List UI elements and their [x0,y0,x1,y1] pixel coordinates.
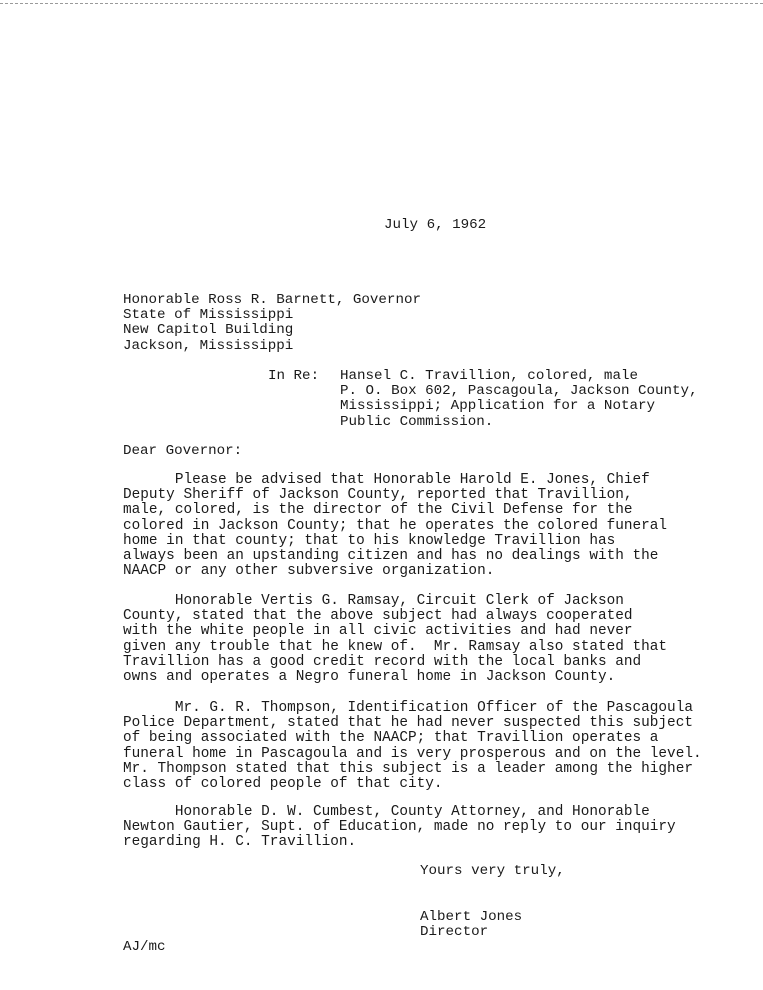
paragraph-line: given any trouble that he knew of. Mr. Ramsay also stated that [123,638,668,655]
in-re-label: In Re: [268,368,320,384]
in-re-line: P. O. Box 602, Pascagoula, Jackson County, [340,383,698,400]
recipient-address [123,293,421,354]
closing-text: Yours very truly, [420,863,565,879]
paragraph-line: Mr. Thompson stated that this subject is a leader among the higher [123,760,693,777]
address-line: New Capitol Building [123,322,294,339]
body-paragraph-1 [123,473,667,579]
address-line: Jackson, Mississippi [123,337,294,354]
address-line: State of Mississippi [123,307,294,324]
letter-date: July 6, 1962 [384,217,487,233]
paragraph-line: Newton Gautier, Supt. of Education, made no reply to our inquiry [123,819,676,836]
paragraph-line: regarding H. C. Travillion. [123,834,357,851]
in-re-subject [340,369,698,430]
paragraph-line: always been an upstanding citizen and has no dealings with the [123,548,659,565]
complimentary-close [420,864,565,879]
paragraph-line: male, colored, is the director of the Civil Defense for the [123,502,633,519]
body-paragraph-2 [123,594,667,685]
paragraph-line: Honorable Vertis G. Ramsay, Circuit Clerk of Jackson [123,593,624,609]
paragraph-line: Please be advised that Honorable Harold E. Jones, Chief [123,472,650,488]
paragraph-line: class of colored people of that city. [123,776,443,793]
paragraph-line: NAACP or any other subversive organization. [123,563,495,580]
top-scan-edge [0,3,763,4]
paragraph-line: owns and operates a Negro funeral home in Jackson County. [123,669,616,686]
body-paragraph-4 [123,805,676,851]
salutation: Dear Governor: [123,443,243,459]
address-line: Honorable Ross R. Barnett, Governor [123,292,421,308]
signer-title: Director [420,924,489,941]
paragraph-line: County, stated that the above subject had always cooperated [123,608,633,625]
reference-initials: AJ/mc [123,939,166,955]
paragraph-line: of being associated with the NAACP; that Travillion operates a [123,730,659,747]
paragraph-line: Deputy Sheriff of Jackson County, reported that Travillion, [123,487,633,504]
body-paragraph-3 [123,701,702,792]
in-re-line: Public Commission. [340,413,494,430]
paragraph-line: home in that county; that to his knowledge Travillion has [123,532,616,549]
paragraph-line: Travillion has a good credit record with the local banks and [123,653,642,670]
signer-name: Albert Jones [420,909,523,925]
paragraph-line: Mr. G. R. Thompson, Identification Officer of the Pascagoula [123,700,693,716]
paragraph-line: with the white people in all civic activities and had never [123,623,633,640]
signature-block [420,910,522,940]
in-re-line: Hansel C. Travillion, colored, male [340,368,638,384]
in-re-line: Mississippi; Application for a Notary [340,398,656,415]
paragraph-line: colored in Jackson County; that he operates the colored funeral [123,517,668,534]
paragraph-line: Honorable D. W. Cumbest, County Attorney, and Honorable [123,804,650,820]
paragraph-line: Police Department, stated that he had never suspected this subject [123,715,693,732]
paragraph-line: funeral home in Pascagoula and is very prosperous and on the level. [123,745,702,762]
